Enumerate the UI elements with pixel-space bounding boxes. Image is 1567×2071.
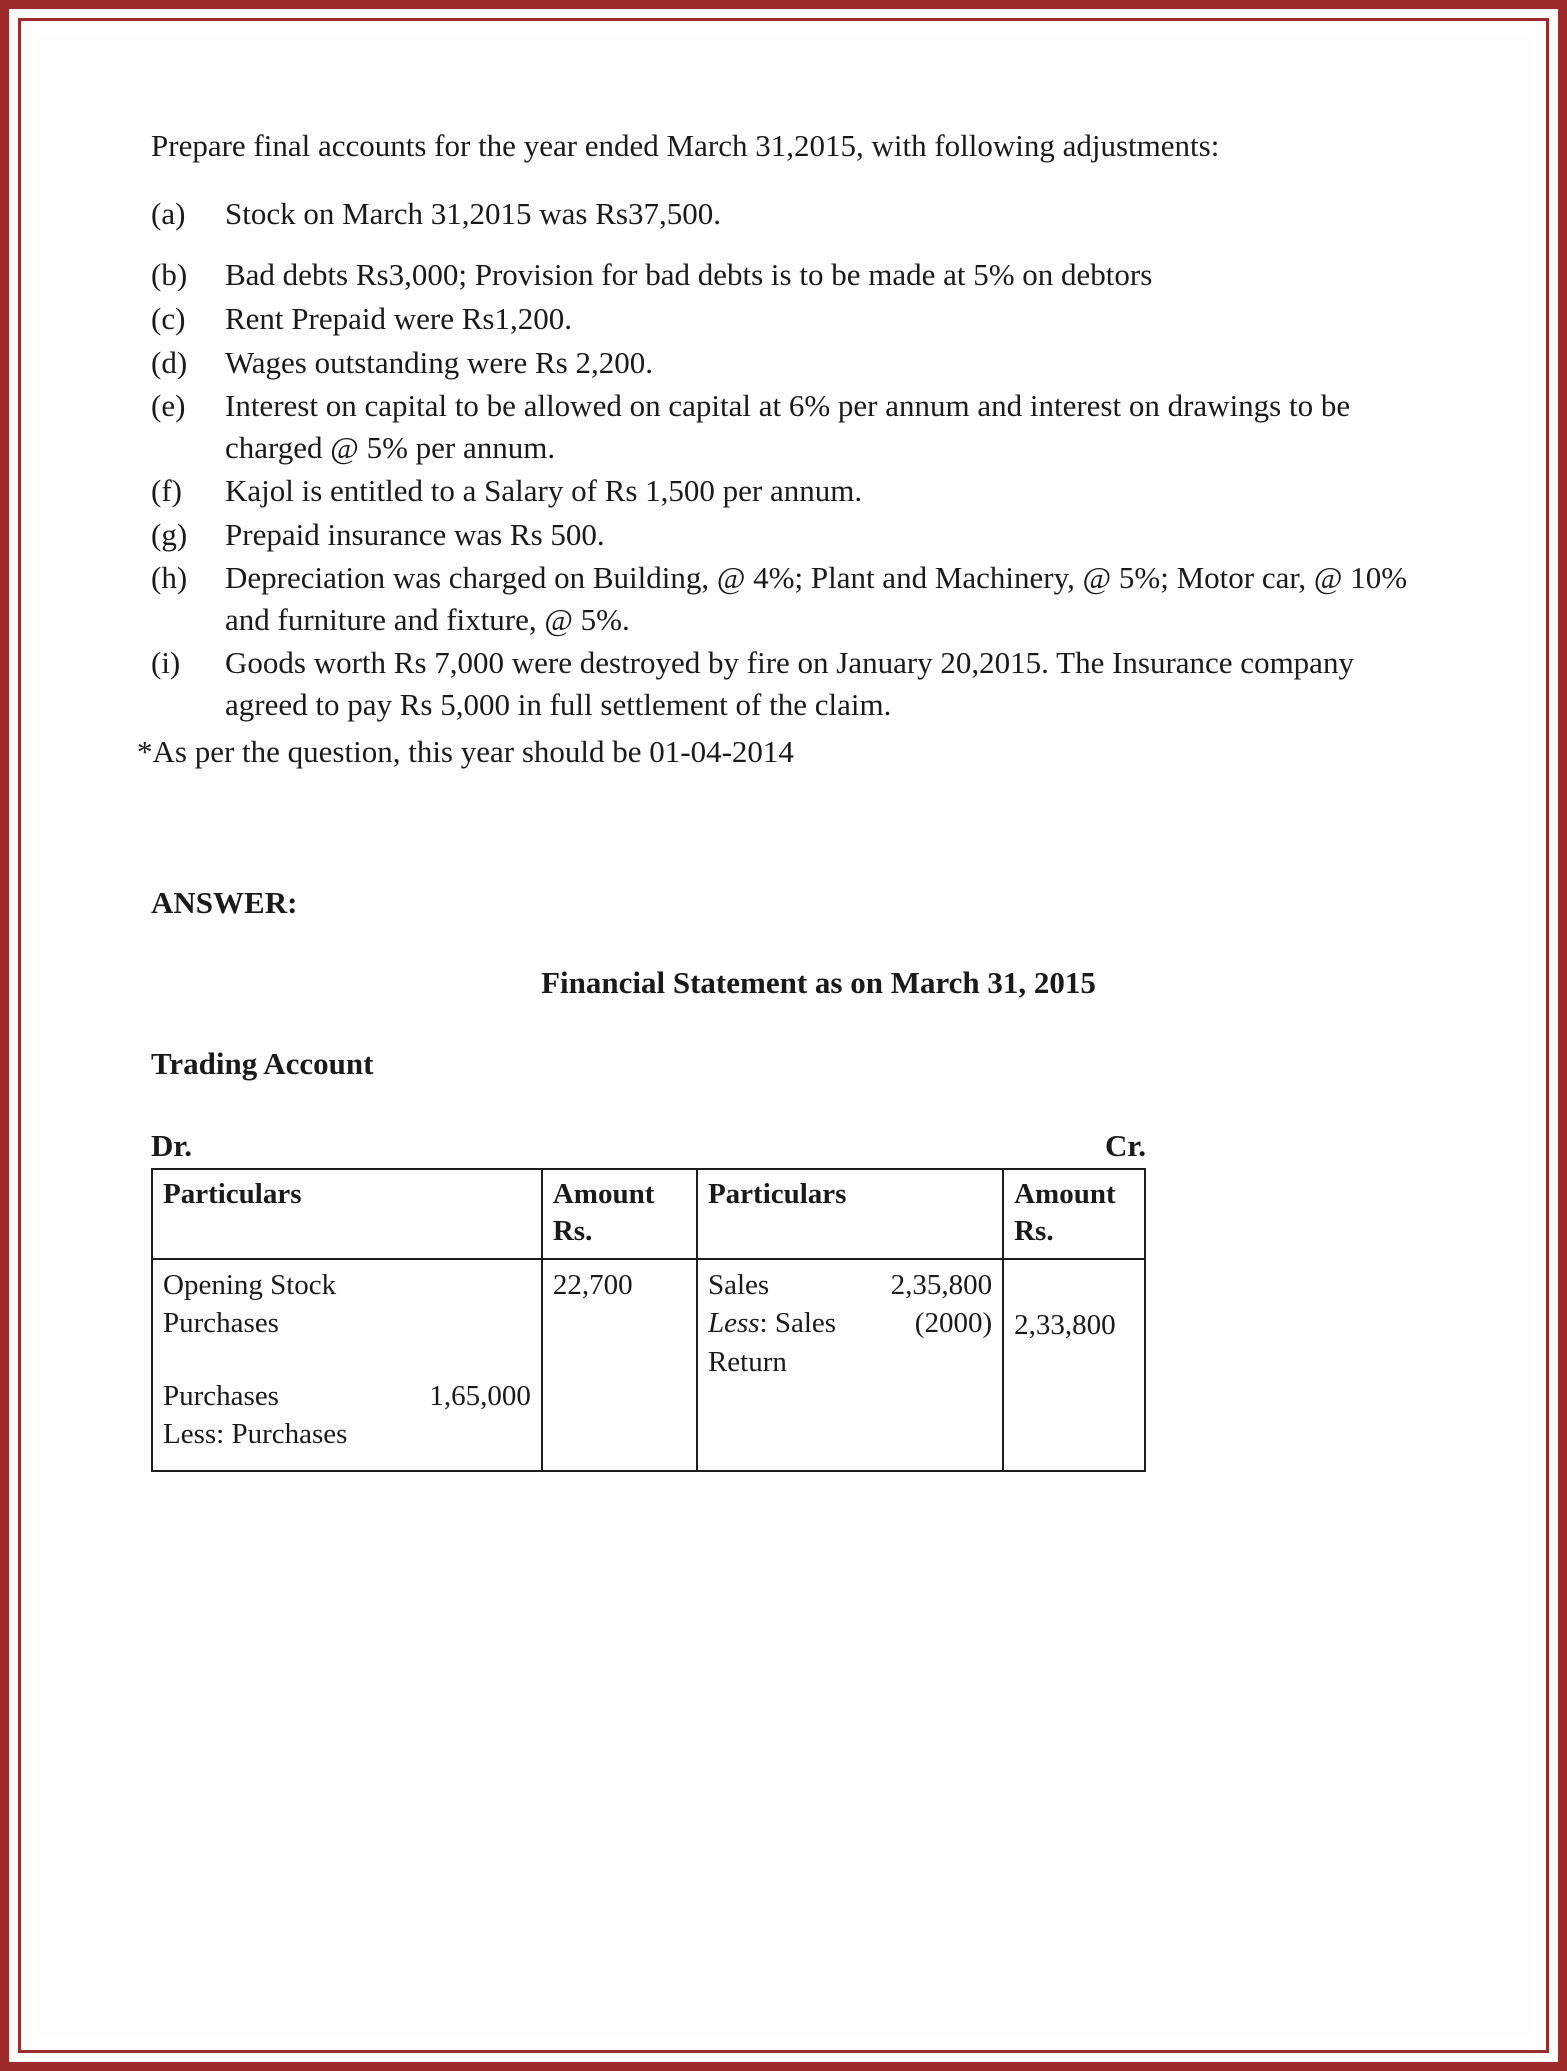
header-amount-debit-line2: Rs.	[552, 1214, 593, 1247]
adjustment-text-f: Kajol is entitled to a Salary of Rs 1,500 per annum.	[225, 473, 863, 509]
credit-amount-net-sales: 2,33,800	[1014, 1309, 1116, 1342]
adjustment-marker-h: (h)	[151, 560, 188, 596]
credit-amount-spacer	[1014, 1266, 1134, 1306]
adjustment-item-b	[151, 254, 1446, 296]
debit-line-purchases-detail	[163, 1377, 531, 1415]
table-header-row	[152, 1169, 1145, 1259]
adjustment-text-a: Stock on March 31,2015 was Rs37,500.	[225, 195, 721, 231]
header-amount-debit-line1: Amount	[552, 1177, 655, 1210]
credit-less-word: Less	[707, 1307, 760, 1340]
adjustment-text-d: Wages outstanding were Rs 2,200.	[225, 344, 653, 380]
table-row	[152, 1259, 1145, 1471]
debit-line-purchases: Purchases	[163, 1307, 279, 1340]
header-amount-credit	[1003, 1169, 1145, 1259]
adjustment-item-g	[151, 514, 1446, 556]
adjustment-item-c	[151, 298, 1446, 340]
cell-amount-credit	[1003, 1259, 1145, 1471]
trading-account-table	[151, 1168, 1146, 1472]
credit-line-return: Return	[707, 1345, 787, 1378]
intro-paragraph: Prepare final accounts for the year ended March 31,2015, with following adjustments:	[151, 128, 1220, 163]
credit-line-sales	[708, 1266, 992, 1304]
header-particulars-debit: Particulars	[152, 1169, 542, 1259]
debit-line-opening-stock: Opening Stock	[163, 1269, 337, 1302]
table-header	[152, 1169, 1145, 1259]
adjustments-list	[151, 193, 1446, 725]
adjustment-marker-f: (f)	[151, 473, 182, 509]
adjustment-marker-a: (a)	[151, 195, 186, 231]
credit-sales-figure: 2,35,800	[890, 1269, 993, 1302]
credit-sales-return-label	[708, 1304, 836, 1342]
table-body	[152, 1259, 1145, 1471]
cell-amount-debit	[542, 1259, 697, 1471]
adjustment-text-b: Bad debts Rs3,000; Provision for bad debts is to be made at 5% on debtors	[225, 257, 1153, 293]
adjustment-text-h: Depreciation was charged on Building, @ 4%; Plant and Machinery, @ 5%; Motor car, @ 10% and furniture and fixture, @ 5%.	[225, 560, 1408, 637]
debit-line-less-purchases: Less: Purchases	[163, 1417, 348, 1450]
credit-line-sales-return	[708, 1304, 992, 1342]
document-paper	[34, 34, 1533, 2037]
debit-credit-labels	[151, 1128, 1146, 1164]
header-particulars-credit: Particulars	[697, 1169, 1003, 1259]
debit-amount-opening-stock: 22,700	[552, 1269, 633, 1302]
adjustment-item-e	[151, 385, 1446, 468]
footnote-text: *As per the question, this year should be 01-04-2014	[137, 734, 794, 770]
header-amount-credit-line1: Amount	[1014, 1177, 1116, 1210]
adjustment-item-d	[151, 342, 1446, 384]
adjustment-text-e: Interest on capital to be allowed on capital at 6% per annum and interest on drawings to be charged @ 5% per annum.	[225, 388, 1351, 465]
adjustment-text-g: Prepaid insurance was Rs 500.	[225, 516, 605, 552]
cr-label: Cr.	[1104, 1127, 1146, 1163]
trading-account-heading: Trading Account	[151, 1045, 374, 1081]
adjustment-marker-i: (i)	[151, 645, 181, 681]
header-amount-debit	[542, 1169, 697, 1259]
adjustment-text-c: Rent Prepaid were Rs1,200.	[225, 300, 572, 336]
adjustment-marker-c: (c)	[151, 300, 186, 336]
adjustment-marker-b: (b)	[151, 257, 188, 293]
header-amount-credit-line2: Rs.	[1014, 1214, 1054, 1247]
dr-label: Dr.	[151, 1127, 193, 1163]
answer-heading: ANSWER:	[151, 884, 298, 920]
adjustment-text-i: Goods worth Rs 7,000 were destroyed by fire on January 20,2015. The Insurance company agreed to pay Rs 5,000 in full settlement of the claim.	[225, 645, 1354, 722]
debit-spacer	[163, 1343, 531, 1377]
financial-statement-title: Financial Statement as on March 31, 2015	[541, 964, 1096, 1000]
debit-purchases-figure: 1,65,000	[429, 1379, 531, 1412]
adjustment-item-i	[151, 642, 1446, 725]
credit-sales-label: Sales	[707, 1269, 770, 1302]
adjustment-marker-g: (g)	[151, 516, 188, 552]
adjustment-marker-e: (e)	[151, 388, 186, 424]
adjustment-marker-d: (d)	[151, 344, 188, 380]
page-border-inner	[18, 18, 1549, 2053]
cell-particulars-credit	[697, 1259, 1003, 1471]
credit-sales-return-figure: (2000)	[914, 1307, 993, 1340]
credit-less-rest: : Sales	[759, 1307, 837, 1340]
cell-particulars-debit	[152, 1259, 542, 1471]
debit-purchases-label: Purchases	[163, 1379, 279, 1412]
document-content	[137, 126, 1446, 1472]
adjustment-item-a	[151, 193, 1446, 235]
adjustment-item-h	[151, 557, 1446, 640]
adjustment-item-f	[151, 470, 1446, 512]
